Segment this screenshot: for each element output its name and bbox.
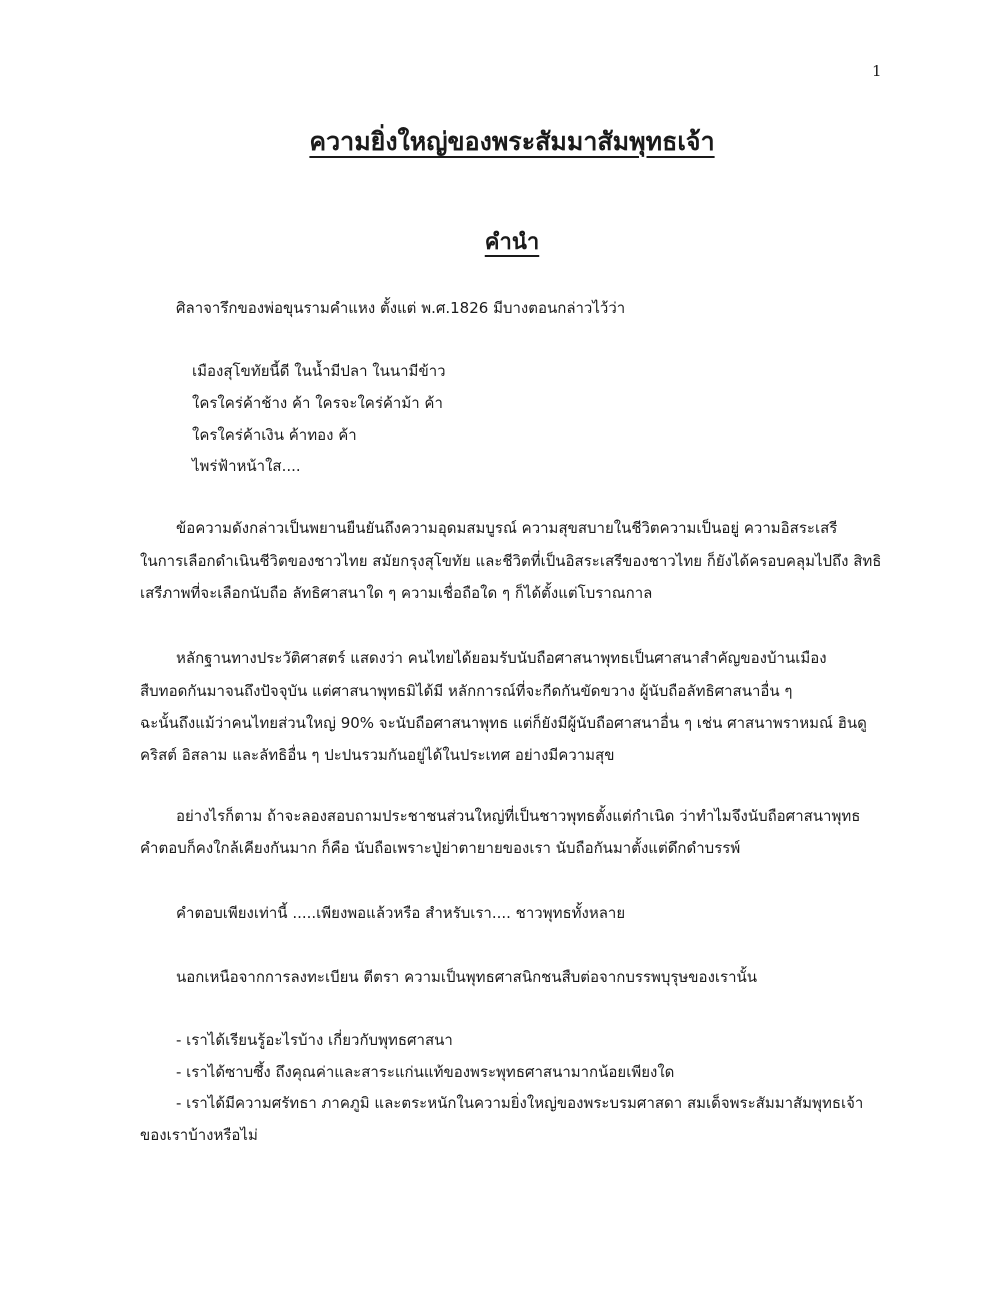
page-title: ความยิ่งใหญ่ของพระสัมมาสัมพุทธเจ้า <box>309 127 715 156</box>
list-item-continuation: ของเราบ้างหรือไม่ <box>140 1126 258 1144</box>
verse-line: ไพร่ฟ้าหน้าใส.... <box>192 457 301 475</box>
verse-line: ใครใคร่ค้าช้าง ค้า ใครจะใคร่ค้าม้า ค้า <box>192 394 443 412</box>
section-heading: คำนำ <box>484 230 540 255</box>
paragraph-line: คำตอบก็คงใกล้เคียงกันมาก ก็คือ นับถือเพราะปู่ย่าตายายของเรา นับถือกันมาตั้งแต่ดึกดำบรรพ์ <box>140 839 741 857</box>
paragraph-line: คำตอบเพียงเท่านี้ .....เพียงพอแล้วหรือ สำหรับเรา.... ชาวพุทธทั้งหลาย <box>176 904 626 922</box>
paragraph-line: สืบทอดกันมาจนถึงปัจจุบัน แต่ศาสนาพุทธมิได้มี หลักการณ์ที่จะกีดกันขัดขวาง ผู้นับถือลัทธิศาสนาอื่น ๆ <box>140 682 793 700</box>
paragraph-line: คริสต์ อิสลาม และลัทธิอื่น ๆ ปะปนรวมกันอยู่ได้ในประเทศ อย่างมีความสุข <box>140 746 615 764</box>
paragraph-line: นอกเหนือจากการลงทะเบียน ตีตรา ความเป็นพุทธศาสนิกชนสืบต่อจากบรรพบุรุษของเรานั้น <box>176 968 758 986</box>
paragraph-line: หลักฐานทางประวัติศาสตร์ แสดงว่า คนไทยได้ยอมรับนับถือศาสนาพุทธเป็นศาสนาสำคัญของบ้านเมือง <box>176 649 827 667</box>
paragraph-line: เสรีภาพที่จะเลือกนับถือ ลัทธิศาสนาใด ๆ ความเชื่อถือใด ๆ ก็ได้ตั้งแต่โบราณกาล <box>140 584 653 602</box>
list-item: - เราได้ซาบซึ้ง ถึงคุณค่าและสาระแก่นแท้ของพระพุทธศาสนามากน้อยเพียงใด <box>176 1063 675 1081</box>
paragraph-line: ข้อความดังกล่าวเป็นพยานยืนยันถึงความอุดมสมบูรณ์ ความสุขสบายในชีวิตความเป็นอยู่ ความอิสระเสรี <box>176 519 838 537</box>
paragraph-line: อย่างไรก็ตาม ถ้าจะลองสอบถามประชาชนส่วนใหญ่ที่เป็นชาวพุทธตั้งแต่กำเนิด ว่าทำไมจึงนับถือศาสนาพุทธ <box>176 807 861 825</box>
list-item: - เราได้มีความศรัทธา ภาคภูมิ และตระหนักในความยิ่งใหญ่ของพระบรมศาสดา สมเด็จพระสัมมาสัมพุทธเจ้า <box>176 1094 864 1112</box>
verse-line: เมืองสุโขทัยนี้ดี ในน้ำมีปลา ในนามีข้าว <box>192 362 446 380</box>
verse-line: ใครใคร่ค้าเงิน ค้าทอง ค้า <box>192 426 357 444</box>
intro-text: ศิลาจารึกของพ่อขุนรามคำแหง ตั้งแต่ พ.ศ.1826 มีบางตอนกล่าวไว้ว่า <box>176 299 626 317</box>
paragraph-line: ในการเลือกดำเนินชีวิตของชาวไทย สมัยกรุงสุโขทัย และชีวิตที่เป็นอิสระเสรีของชาวไทย ก็ยังได้ครอบคลุมไปถึง สิทธิ <box>140 552 882 570</box>
list-item: - เราได้เรียนรู้อะไรบ้าง เกี่ยวกับพุทธศาสนา <box>176 1031 453 1049</box>
paragraph-line: ฉะนั้นถึงแม้ว่าคนไทยส่วนใหญ่ 90% จะนับถือศาสนาพุทธ แต่ก็ยังมีผู้นับถือศาสนาอื่น ๆ เช่น ศาสนาพราหมณ์ ฮินดู <box>140 714 867 732</box>
page-number: 1 <box>872 62 882 80</box>
